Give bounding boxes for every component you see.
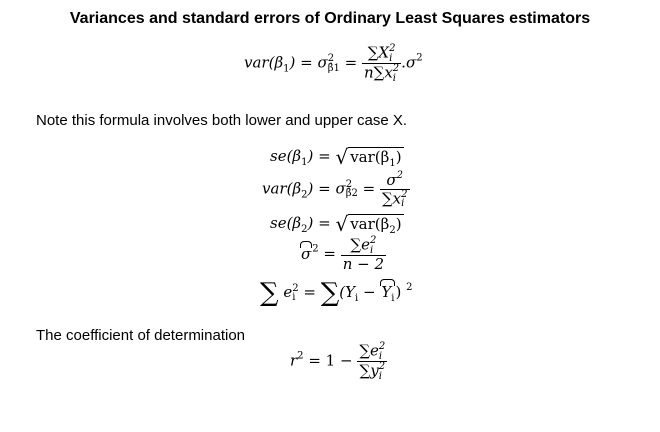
sum-squared-residuals-formula: ∑ e 2 i = $\sum(Y_i - Y_i)$ $^2$ [260, 278, 413, 308]
variance-beta1-fraction: ∑X 2 i n∑x 2 i [363, 43, 400, 84]
section-heading: The coefficient of determination [36, 327, 246, 344]
sqrt-icon: √ [335, 212, 349, 236]
sqrt-icon: √ [335, 145, 349, 169]
se-beta1-formula: $se(\beta_1)$ = √ $var(\beta_1)$ [270, 145, 402, 169]
r-squared-formula: $r^2 = 1$ − ∑e 2 i ∑y 2 i [290, 341, 386, 382]
note-text: Note this formula involves both lower and upper case X. [36, 112, 408, 129]
se-beta2-formula: $se(\beta_2)$ = √ $var(\beta_2)$ [270, 212, 402, 236]
page-title: Variances and standard errors of Ordinary Least Squares estimators [69, 10, 591, 27]
sigma-hat-formula: $\sigma^2$ = ∑e 2 i n − 2 [301, 235, 385, 273]
variance-beta2-formula: $var(\beta_2) = \sigma$ 2 β̂2 = $\sigma^2$ ∑x 2 i [262, 170, 408, 209]
variance-beta1-formula: $var(\beta_1) = \sigma$ 2 β̂1 = ∑X 2 i n∑x 2 i $.\sigma^2$ [244, 43, 423, 84]
